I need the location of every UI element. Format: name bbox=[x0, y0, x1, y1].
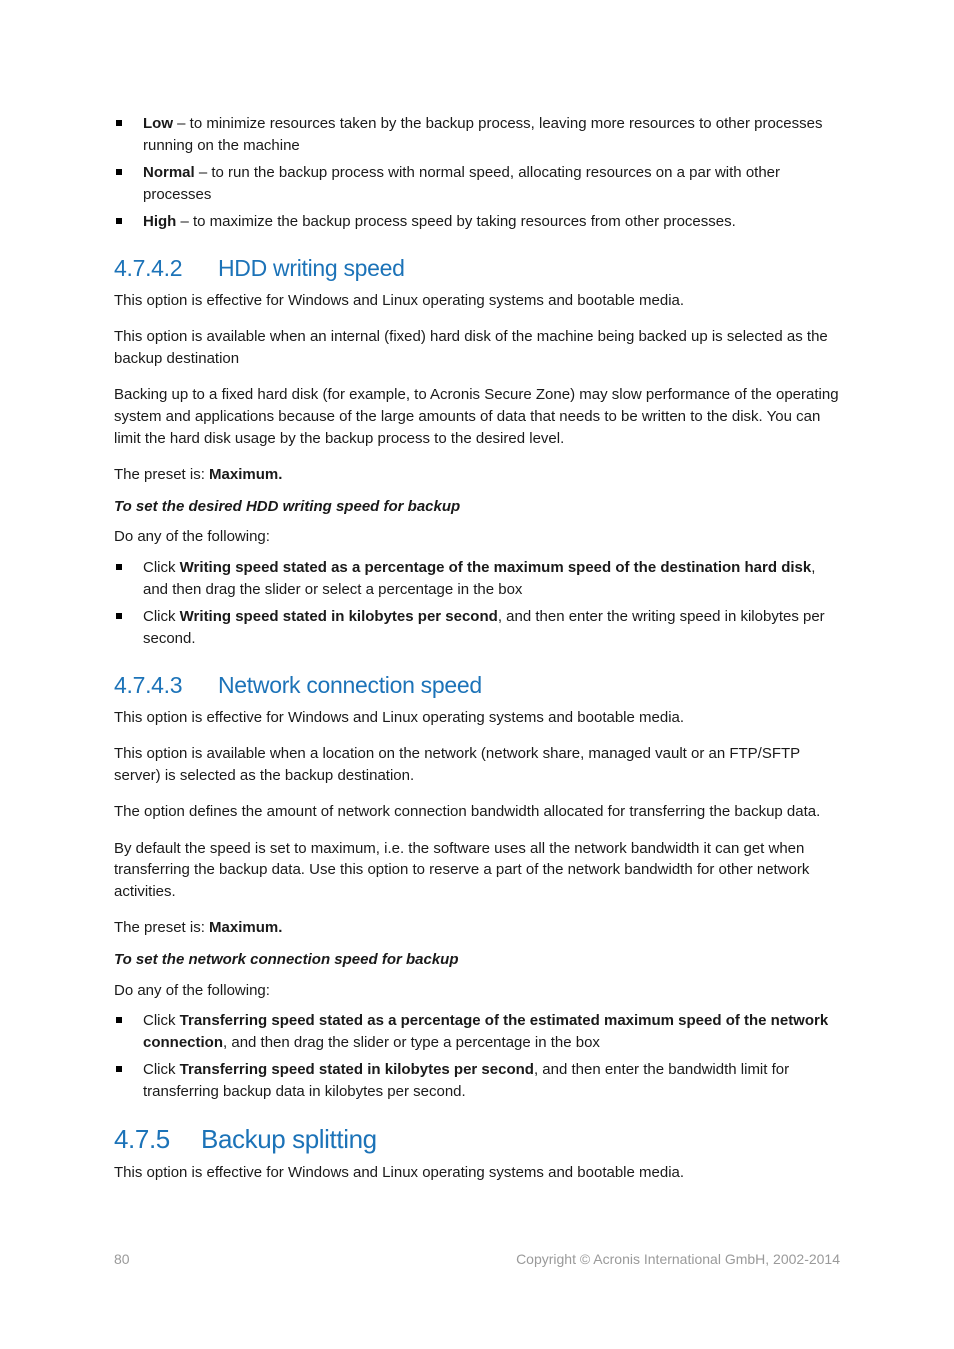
bullet-text: Click bbox=[143, 608, 180, 626]
section-heading-network bbox=[114, 671, 840, 699]
hdd-options-list bbox=[114, 557, 840, 650]
list-item bbox=[114, 113, 840, 157]
preset-label: The preset is: bbox=[114, 466, 210, 484]
bullet-text: , and then enter the writing speed in kilobytes per second. bbox=[143, 608, 825, 648]
bullet-text: – to minimize resources taken by the backup process, leaving more resources to other processes running on the machine bbox=[143, 115, 823, 154]
procedure-title: To set the desired HDD writing speed for backup bbox=[114, 497, 461, 515]
option-name: Transferring speed stated as a percentage of the estimated maximum speed of the network connection bbox=[143, 1012, 829, 1052]
preset-line bbox=[114, 464, 840, 486]
section-number: 4.7.4.3 bbox=[114, 671, 183, 698]
bullet-text: , and then drag the slider or select a percentage in the box bbox=[143, 559, 816, 598]
preset-value: Maximum. bbox=[209, 919, 283, 937]
paragraph: The option defines the amount of network connection bandwidth allocated for transferring the backup data. bbox=[114, 803, 821, 821]
paragraph: Do any of the following: bbox=[114, 981, 270, 999]
section-heading-hdd bbox=[114, 254, 840, 282]
preset-label: The preset is: bbox=[114, 919, 210, 937]
copyright-notice: Copyright © Acronis International GmbH, 2002-2014 bbox=[516, 1251, 840, 1267]
list-item bbox=[114, 211, 840, 233]
priority-bullet-list bbox=[114, 113, 840, 233]
section-heading-splitting bbox=[114, 1123, 840, 1155]
list-item bbox=[114, 1059, 840, 1103]
paragraph: This option is available when a location on the network (network share, managed vault or an FTP/SFTP server) is selected as the backup destination. bbox=[114, 745, 800, 784]
bullet-text: Click bbox=[143, 1061, 180, 1079]
option-name: Writing speed stated as a percentage of the maximum speed of the destination hard disk bbox=[179, 559, 812, 577]
section-title: Network connection speed bbox=[218, 671, 482, 698]
paragraph: By default the speed is set to maximum, i.e. the software uses all the network bandwidth it can get when transferring the backup data. Use this option to reserve a part of the network bandwidth for other network activities. bbox=[114, 839, 810, 901]
network-options-list bbox=[114, 1010, 840, 1103]
bullet-text: , and then drag the slider or type a percentage in the box bbox=[223, 1034, 600, 1052]
bullet-text: – to maximize the backup process speed by taking resources from other processes. bbox=[176, 213, 736, 231]
bullet-text: – to run the backup process with normal speed, allocating resources on a par with other processes bbox=[143, 164, 781, 203]
preset-value: Maximum. bbox=[209, 466, 283, 484]
bullet-text: Click bbox=[143, 1012, 180, 1030]
paragraph: Backing up to a fixed hard disk (for example, to Acronis Secure Zone) may slow performance of the operating system and applications because of the large amounts of data that needs to be written to the disk. You can limit the hard disk usage by the backup process to the desired level. bbox=[114, 386, 839, 447]
list-item bbox=[114, 162, 840, 206]
bullet-term: Normal bbox=[143, 164, 195, 182]
list-item bbox=[114, 606, 840, 650]
bullet-term: Low bbox=[143, 115, 173, 132]
section-title: HDD writing speed bbox=[218, 254, 405, 281]
option-name: Transferring speed stated in kilobytes per second bbox=[179, 1061, 534, 1079]
list-item bbox=[114, 1010, 840, 1054]
bullet-text: , and then enter the bandwidth limit for transferring backup data in kilobytes per second. bbox=[143, 1061, 790, 1101]
section-number: 4.7.5 bbox=[114, 1124, 170, 1154]
page-footer bbox=[114, 1251, 840, 1267]
paragraph: Do any of the following: bbox=[114, 528, 270, 546]
list-item bbox=[114, 557, 840, 601]
paragraph: This option is effective for Windows and Linux operating systems and bootable media. bbox=[114, 708, 685, 726]
option-name: Writing speed stated in kilobytes per second bbox=[179, 608, 498, 626]
preset-line bbox=[114, 917, 840, 939]
paragraph: This option is available when an internal (fixed) hard disk of the machine being backed up is selected as the backup destination bbox=[114, 328, 828, 368]
paragraph: This option is effective for Windows and Linux operating systems and bootable media. bbox=[114, 291, 685, 309]
section-title: Backup splitting bbox=[201, 1124, 377, 1154]
paragraph: This option is effective for Windows and Linux operating systems and bootable media. bbox=[114, 1164, 685, 1181]
procedure-title: To set the network connection speed for backup bbox=[114, 950, 459, 968]
bullet-term: High bbox=[143, 213, 177, 231]
section-number: 4.7.4.2 bbox=[114, 254, 183, 281]
bullet-text: Click bbox=[143, 559, 180, 577]
page-number: 80 bbox=[114, 1251, 130, 1267]
document-page bbox=[114, 113, 840, 1198]
